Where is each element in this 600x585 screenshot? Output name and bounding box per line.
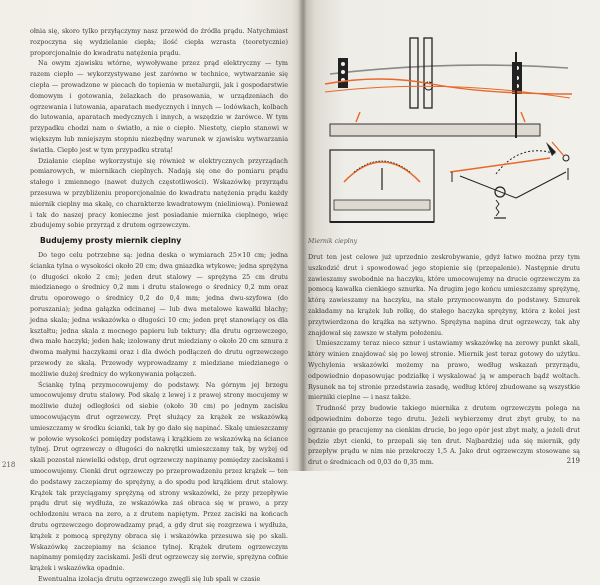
lower-diagram bbox=[330, 142, 569, 222]
paragraph: Działanie cieplne wykorzystuje się również w elektrycznych przyrządach pomiarowych, w miernikach cieplnych. Nadają się one do pomiaru prądu stałego i zmiennego (nawet dużych częstotliwości). Wskazówkę przyrządu przesuwa w przybliżeniu proporcjonalnie do kwadratu natężenia prądu każdy miernik cieplny ma skalę, co charakterze kwadratowym (nieliniową). Ponieważ i tak do naszej pracy konieczne jest posiadanie miernika cieplnego, więc zbudujemy sobie przyrząd z drutem ogrzewczym. bbox=[30, 156, 288, 230]
paragraph: Umieszczamy teraz nieco sznur i ustawiamy wskazówkę na zerowy punkt skali, który winien znajdować się po lewej stronie. Miernik jest teraz gotowy do użytku. Wychylenia wskazówki możemy na prawo, według wskazań przyrządu, odpowiednio dopasowując podziałkę i wyskalować ją w amperach bądź woltach. Rysunek na tej stronie przedstawia zasadę, według której zbudowane są wszystkie mierniki cieplne — i nasz także. bbox=[308, 339, 580, 402]
upper-diagram bbox=[325, 38, 572, 138]
page-number-right: 219 bbox=[566, 457, 580, 465]
thermal-meter-illustration bbox=[320, 22, 584, 234]
section-heading: Budujemy prosty miernik cieplny bbox=[40, 236, 182, 245]
page-number-left: 218 bbox=[2, 461, 16, 469]
left-page-text-bottom bbox=[30, 250, 288, 585]
paragraph: Ściankę tylną przymocowujemy do podstawy. Na górnym jej brzegu umocowujemy drutu stalowy. Pod skalę z lewej i z prawej strony mocujemy w możliwie dużej odległości od siebie (około 30 cm) po jednym zacisku umocowującym drut ogrzewczy. Pręt służący za krążek ze wskazówką umieszczamy w środku ścianki, tak by go dało się napinać. Skalę umieszczamy w połowie wysokości pomiędzy podstawą i krążkiem ze wskazówką na ściance tylnej. Drut ogrzewczy o długości do nakrętki umieszczamy tak, by wyżej od skali pozostał niewielki odstęp, drut ogrzewczy napinamy pomiędzy zaciskami i umocowujemy. Cienki drut ogrzewczy po przeprowadzeniu przez krążek — ten do podstawy zaczepiamy do sprężyny, a do spodu pod krążkiem drut stalowy. Krążek tak przyciągamy sprężyną od strony wskazówki, że przy przepływie prądu drut się wydłuża, ze wskazówka zaś obraca się w prawo, a przy ochłodzeniu wraca na zero, a z drutem napiętym. Przez zaciski na końcach drutu ogrzewczego doprowadzamy prąd, a gdy drut się rozgrzewa i wydłuża, krążek z pomocą sprężyny obraca się i wskazówka przesuwa się po skali. Wskazówkę zaczepiamy na ściance tylnej. Krążek drutem ogrzewczym napinamy pomiędzy zaciskami. Jeśli drut ogrzewczy się zerwie, sprężyna cofnie krążek i wskazówka opadnie. bbox=[30, 380, 288, 573]
paragraph: Drut ten jest celowe już uprzednio zeskrobywanie, gdyż łatwo można przy tym uszkodzić drut i spowodować jego stopienie się (przepalenie). Następnie drutu zawieszamy swobodnie na haczyku, które umocowujemy na drucie ogrzewczym za pomocą kawałka cienkiego sznurka. Na drugim jego końcu umieszczamy sprężynę, którą zawieszamy na haczyku, na stałe przymocowanym do podstawy. Sznurek zakładamy na krążek lub rolkę, do stałego haczyka sprężyny, która z kolei jest przytwierdzona do krążka na sztywno. Sprężyna napina drut ogrzewczy, tak aby znajdował się zawsze w stałym położeniu. bbox=[308, 253, 580, 337]
paragraph: Trudność przy budowie takiego miernika z drutem ogrzewczym polega na odpowiednim doborze tego drutu. Jeżeli wybierzemy drut zbyt gruby, to na ogrzanie go pracujemy na cienkim drucie, bo jego opór jest zbyt mały, a jeżeli drut będzie zbyt cienki, to przepali się ten drut. Najbardziej uda się miernik, gdy przepływ prądu w nim nie przekroczy 1,5 A. Jako drut ogrzewczym stosowane są drut o średnicach od 0,03 do 0,35 mm. bbox=[308, 404, 580, 467]
paragraph: Do tego celu potrzebne są: jedna deska o wymiarach 25×10 cm; jedna ścianka tylna o wysokości około 20 cm; dwa gniazdka wtykowe; jedna sprężyna (o długości około 2 cm); jeden drut stalowy — sprężyna 25 cm drutu miedzianego o średnicy 0,2 mm i drutu stalowego o średnicy 0,2 mm oraz drutu oporowego o średnicy 0,2 do 0,4 mm; jedna dwu-szyfowa (do poruszania); jedna gałązka odcinanej — lub dwa metalowe kawałki blachy; jedna skala; jedna wskazówka o długości 10 cm; jeden pręt stanowiący os dla kształtu; jedna skala z mocnego papieru lub tektury; dla drutu ogrzewczego, dwa małe haczyki; jeden hak; izolowany drut miedziany o około 20 cm sznura z dwoma małymi haczykami oraz i dla dwóch podłączeń do drutu ogrzewczego przewody ze skalą. Przewody wyprowadzamy z miedziane miedzianego o możliwie dużej średnicy do wykonywania połączeń. bbox=[30, 251, 288, 378]
right-page-text bbox=[308, 252, 580, 468]
figure-caption: Miernik cieplny bbox=[308, 238, 358, 245]
left-page-text-top bbox=[30, 26, 288, 231]
book-gutter bbox=[298, 0, 307, 471]
paragraph: ołnia się, skoro tylko przyłączymy nasz przewód do źródła prądu. Natychmiast rozpoczyna się wydzielanie ciepła; ilość ciepła wzrasta (teoretycznie) proporcjonalnie do kwadratu natężenia prądu. bbox=[30, 27, 288, 57]
paragraph: Ewentualna izolacja drutu ogrzewczego zwęgli się lub spali w czasie bbox=[38, 574, 261, 583]
paragraph: Na owym zjawisku wtórne, wywoływane przez prąd elektryczny — tym razem ciepło — wykorzystywane jest zarówno w technice, wytwarzanie się ciepła — prowadzone w piecach do topienia w metalurgii, jak i gospodarstwie domowym i gotowania, żelazkach do prasowania, w urządzeniach do ogrzewania i lutowania, aparatach medycznych i innych — lodówkach, kolbach do lutowania, aparatach medycznych i innych, a wszędzie w żarówce. W tym przypadku chodzi nam o światło, a nie o ciepło. Niestety, ciepło stanowi w większym lub mniejszym stopniu niezbędny warunek w zjawisku wytwarzania światła. Ciepło jest w tym przypadku stratą! bbox=[30, 59, 288, 154]
